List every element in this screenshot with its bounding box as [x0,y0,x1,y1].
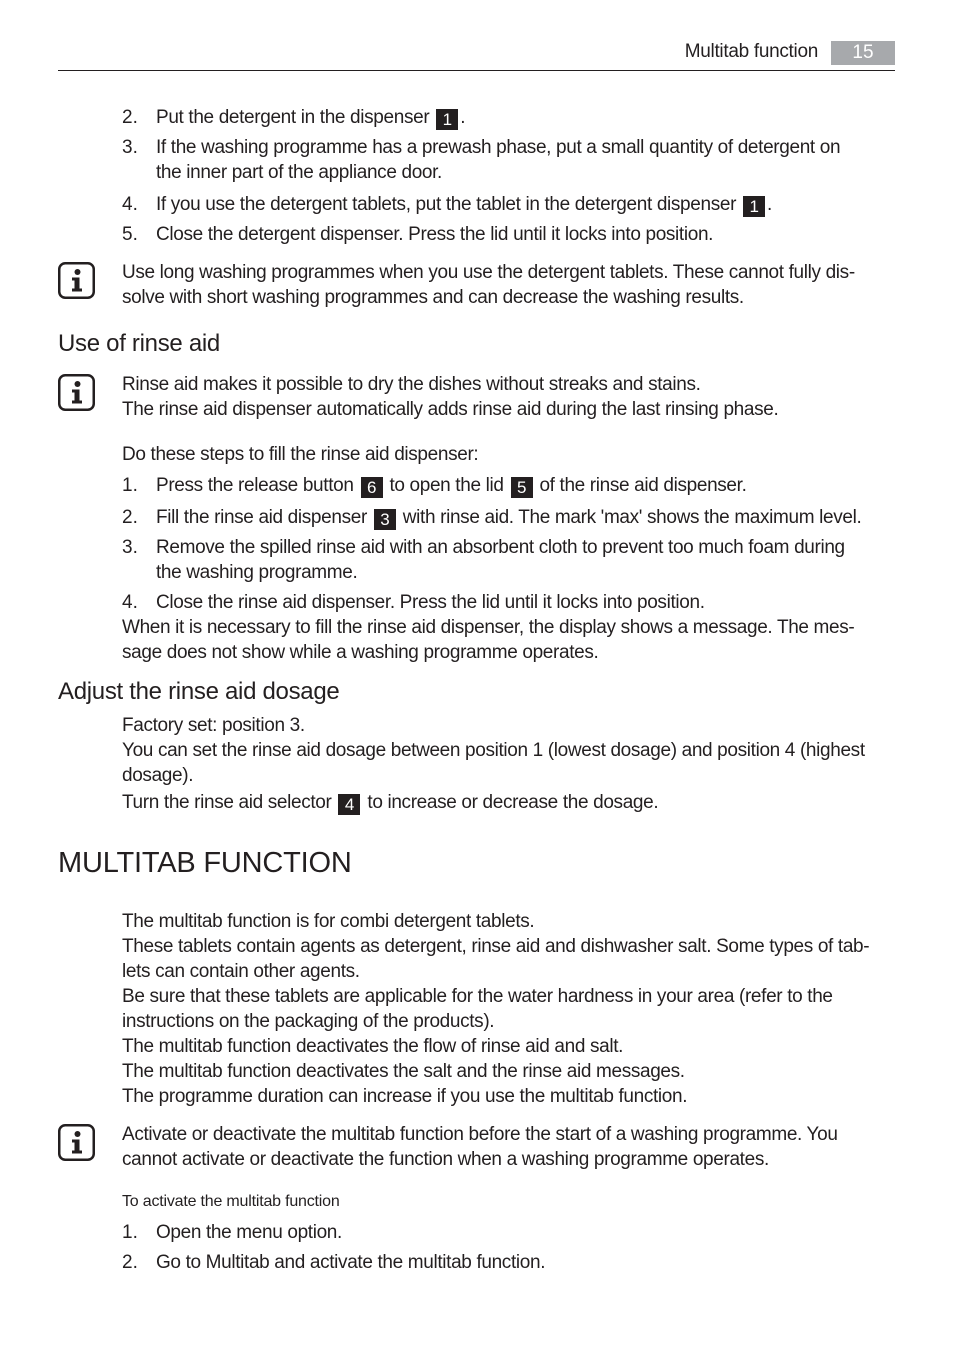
paragraph-text: to increase or decrease the dosage. [367,792,659,813]
list-number: 2. [122,1252,138,1273]
info-icon [58,374,95,411]
list-item-text: Go to Multitab and activate the multitab function. [156,1252,546,1273]
paragraph: dosage). [122,765,194,786]
paragraph: The programme duration can increase if you use the multitab function. [122,1086,688,1107]
info-note-text: The rinse aid dispenser automatically adds rinse aid during the last rinsing phase. [122,399,779,420]
list-item-text: the washing programme. [156,562,358,583]
chapter-heading: MULTITAB FUNCTION [58,847,352,879]
list-number: 1. [122,1222,138,1243]
list-text: . [767,194,772,215]
list-item-text: the inner part of the appliance door. [156,162,442,183]
paragraph: The multitab function deactivates the flow of rinse aid and salt. [122,1036,624,1057]
paragraph: The multitab function is for combi detergent tablets. [122,911,535,932]
paragraph: Be sure that these tablets are applicable for the water hardness in your area (refer to the [122,986,833,1007]
list-text: with rinse aid. The mark 'max' shows the maximum level. [402,507,862,528]
list-item-text: Close the rinse aid dispenser. Press the lid until it locks into position. [156,592,705,613]
list-text: of the rinse aid dispenser. [539,475,747,496]
list-number: 3. [122,137,138,158]
list-item-text [156,473,747,498]
callout-number-box: 6 [361,477,383,498]
list-text: Fill the rinse aid dispenser [156,507,367,528]
paragraph: You can set the rinse aid dosage between position 1 (lowest dosage) and position 4 (highest [122,740,865,761]
info-icon [58,1124,95,1161]
list-number: 2. [122,107,138,128]
list-item-text: If the washing programme has a prewash phase, put a small quantity of detergent on [156,137,841,158]
paragraph: Factory set: position 3. [122,715,305,736]
list-item-text [156,505,861,530]
list-item-text [156,192,772,217]
paragraph: These tablets contain agents as detergent, rinse aid and dishwasher salt. Some types of tab- [122,936,870,957]
paragraph: lets can contain other agents. [122,961,360,982]
callout-number-box: 4 [338,794,360,815]
list-item-text: Remove the spilled rinse aid with an absorbent cloth to prevent too much foam during [156,537,845,558]
info-note-text: Activate or deactivate the multitab function before the start of a washing programme. You [122,1124,838,1145]
list-item-text: Open the menu option. [156,1222,342,1243]
list-number: 3. [122,537,138,558]
info-note-text: solve with short washing programmes and can decrease the washing results. [122,287,744,308]
list-number: 1. [122,475,138,496]
list-text: Put the detergent in the dispenser [156,107,430,128]
section-heading-dosage: Adjust the rinse aid dosage [58,678,340,705]
info-note-text: Use long washing programmes when you use the detergent tablets. These cannot fully dis- [122,262,855,283]
paragraph [122,790,658,815]
list-text: to open the lid [389,475,504,496]
callout-number-box: 1 [743,196,765,217]
list-item-text [156,105,465,130]
list-text: Press the release button [156,475,354,496]
paragraph: instructions on the packaging of the products). [122,1011,495,1032]
list-text: If you use the detergent tablets, put the tablet in the detergent dispenser [156,194,737,215]
section-heading-rinse-aid: Use of rinse aid [58,330,220,357]
list-text: . [460,107,466,128]
running-header-title: Multitab function [684,41,818,62]
subheading: To activate the multitab function [122,1193,340,1210]
header-rule [58,70,895,71]
paragraph-text: Turn the rinse aid selector [122,792,332,813]
info-note-text: cannot activate or deactivate the function when a washing programme operates. [122,1149,769,1170]
paragraph: sage does not show while a washing programme operates. [122,642,599,663]
list-number: 2. [122,507,138,528]
paragraph: When it is necessary to fill the rinse aid dispenser, the display shows a message. The mes- [122,617,855,638]
list-number: 4. [122,592,138,613]
list-number: 5. [122,224,138,245]
list-number: 4. [122,194,138,215]
list-item-text: Close the detergent dispenser. Press the lid until it locks into position. [156,224,714,245]
callout-number-box: 5 [511,477,533,498]
info-icon [58,262,95,299]
callout-number-box: 3 [374,509,396,530]
info-note-text: Rinse aid makes it possible to dry the dishes without streaks and stains. [122,374,701,395]
paragraph: The multitab function deactivates the salt and the rinse aid messages. [122,1061,685,1082]
paragraph: Do these steps to fill the rinse aid dispenser: [122,444,479,465]
callout-number-box: 1 [436,109,458,130]
page-number: 15 [831,41,895,65]
